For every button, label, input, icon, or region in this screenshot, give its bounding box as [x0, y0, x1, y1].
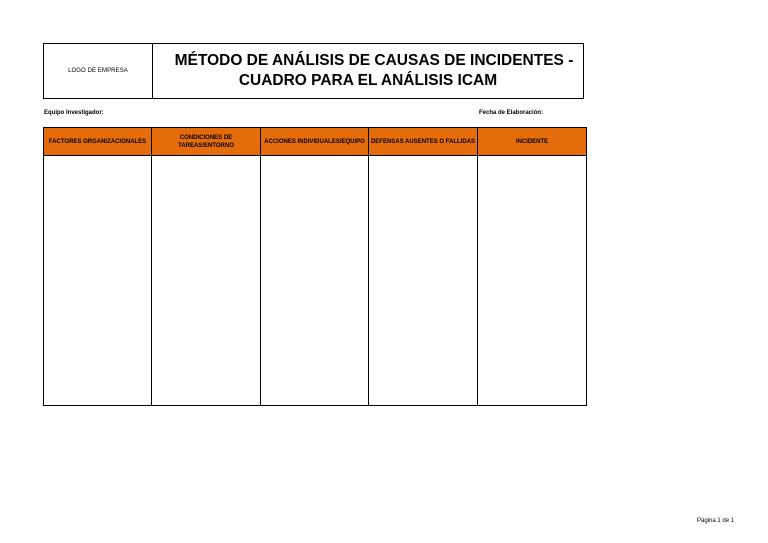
document-header: [43, 43, 584, 99]
column-header-incident: INCIDENTE: [478, 128, 587, 156]
cell-incident[interactable]: [478, 156, 587, 406]
table-row: [44, 156, 587, 406]
document-title: [153, 44, 583, 98]
title-line-1: MÉTODO DE ANÁLISIS DE CAUSAS DE INCIDENTES -: [174, 52, 574, 69]
icam-analysis-table: [43, 127, 587, 406]
column-header-organizational-factors: FACTORES ORGANIZACIONALES: [44, 128, 152, 156]
cell-absent-defenses[interactable]: [369, 156, 478, 406]
logo-text: LOGO DE EMPRESA: [68, 68, 128, 74]
cell-task-conditions[interactable]: [152, 156, 261, 406]
company-logo-placeholder: [44, 44, 153, 98]
column-header-task-conditions: CONDICIONES DE TAREAS/ENTORNO: [152, 128, 261, 156]
investigator-team-label: Equipo Investigador:: [44, 110, 104, 116]
cell-individual-actions[interactable]: [261, 156, 369, 406]
table-header-row: [44, 128, 587, 156]
column-header-individual-actions: ACCIONES INDIVIDUALES/EQUIPO: [261, 128, 369, 156]
title-line-2: CUADRO PARA EL ANÁLISIS ICAM: [238, 72, 498, 89]
column-header-absent-defenses: DEFENSAS AUSENTES O FALLIDAS: [369, 128, 478, 156]
cell-organizational-factors[interactable]: [44, 156, 152, 406]
date-label: Fecha de Elaboración:: [479, 110, 544, 116]
page-number: Página 1 de 1: [697, 518, 735, 524]
